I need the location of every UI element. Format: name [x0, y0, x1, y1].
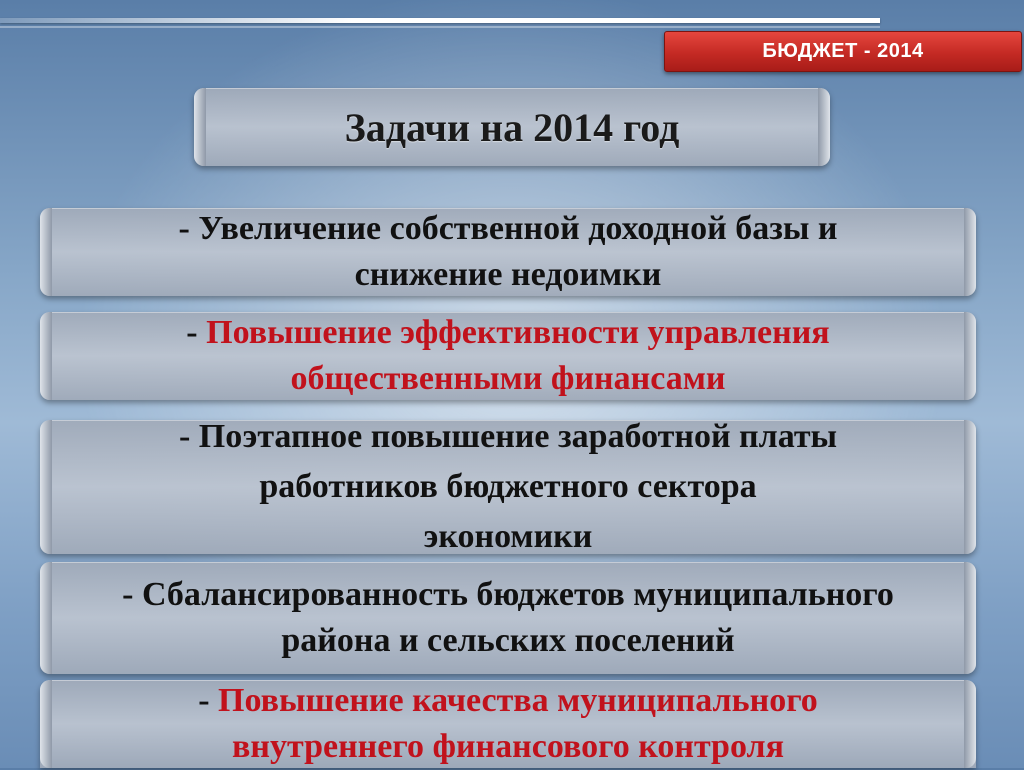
task-line: экономики: [423, 518, 593, 555]
task-panel-5: [40, 680, 976, 768]
task-line: Поэтапное повышение заработной платы: [198, 418, 838, 455]
task-dash: -: [122, 576, 142, 613]
task-line: общественными финансами: [290, 360, 726, 397]
task-text-4: [40, 562, 976, 674]
task-text-1: [40, 208, 976, 296]
task-panel-4: [40, 562, 976, 674]
task-text-3: [40, 420, 976, 554]
title-panel: [194, 88, 830, 166]
task-dash: -: [186, 314, 207, 351]
task-dash: -: [178, 418, 199, 455]
slide-title: Задачи на 2014 год: [344, 104, 680, 150]
task-line: Увеличение собственной доходной базы и: [198, 210, 838, 247]
header-rule-thin: [0, 26, 880, 28]
task-line: Сбалансированность бюджетов муниципального: [141, 576, 894, 613]
task-text-5: [40, 680, 976, 768]
task-text-2: [40, 312, 976, 400]
task-line: Повышение качества муниципального: [218, 682, 818, 719]
task-panel-3: [40, 420, 976, 554]
task-dash: -: [198, 682, 219, 719]
task-line: Повышение эффективности управления: [206, 314, 830, 351]
task-line: работников бюджетного сектора: [259, 468, 757, 505]
budget-badge: БЮДЖЕТ - 2014: [664, 31, 1022, 72]
task-line: снижение недоимки: [354, 256, 662, 293]
task-panel-2: [40, 312, 976, 400]
task-panel-1: [40, 208, 976, 296]
task-line: внутреннего финансового контроля: [232, 728, 784, 765]
task-dash: -: [178, 210, 199, 247]
task-line: района и сельских поселений: [281, 622, 735, 659]
header-rule: [0, 18, 880, 23]
